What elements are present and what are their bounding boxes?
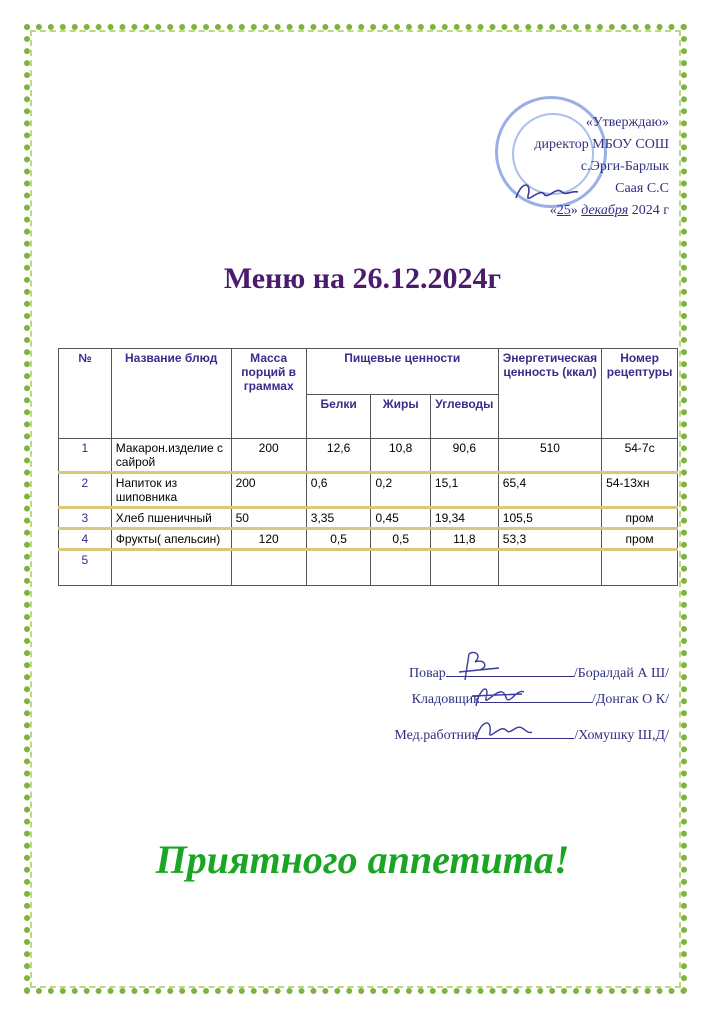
med-role: Мед.работник (394, 728, 479, 743)
table-row: 4 Фрукты( апельсин) 120 0,5 0,5 11,8 53,3 пром (59, 529, 678, 550)
approval-line3: с.Эрги-Барлык (580, 159, 669, 174)
header-fats: Жиры (371, 395, 430, 439)
header-carbs: Углеводы (430, 395, 498, 439)
header-name: Название блюд (111, 349, 231, 439)
approval-year: 2024 г (631, 203, 669, 218)
store-name: /Донгак О К/ (591, 692, 669, 707)
header-energy: Энергетическая ценность (ккал) (498, 349, 601, 439)
store-role: Кладовщик (411, 692, 480, 707)
menu-table (58, 348, 678, 586)
header-num: № (59, 349, 112, 439)
table-row: 5 (59, 550, 678, 586)
approval-line1: «Утверждаю» (585, 115, 669, 130)
approval-line2: директор МБОУ СОШ (534, 137, 669, 152)
cook-signature-icon (455, 650, 505, 682)
header-proteins: Белки (306, 395, 371, 439)
header-nutrition: Пищевые ценности (306, 349, 498, 395)
page-title: Меню на 26.12.2024г (223, 262, 502, 295)
cook-name: /Боралдай А Ш/ (573, 666, 669, 681)
med-signature-icon (470, 716, 534, 746)
table-row: 2 Напиток из шиповника 200 0,6 0,2 15,1 65,4 54-13хн (59, 473, 678, 508)
footer-text: Приятного аппетита! (155, 837, 570, 882)
cook-role: Повар (409, 666, 446, 681)
approval-month: декабря (581, 203, 629, 218)
director-signature-icon (512, 178, 582, 208)
med-name: /Хомушку Ш,Д/ (574, 728, 669, 743)
header-mass: Масса порций в граммах (231, 349, 306, 439)
header-recipe: Номер рецептуры (602, 349, 678, 439)
approval-day: 25 (556, 203, 571, 218)
approval-line4: Саая С.С (615, 181, 669, 196)
approval-date: «25» декабря 2024 г (549, 203, 669, 218)
store-signature-icon (468, 680, 528, 710)
table-row: 1 Макарон.изделие с сайрой 200 12,6 10,8 90,6 510 54-7с (59, 439, 678, 473)
table-row: 3 Хлеб пшеничный 50 3,35 0,45 19,34 105,5 пром (59, 508, 678, 529)
